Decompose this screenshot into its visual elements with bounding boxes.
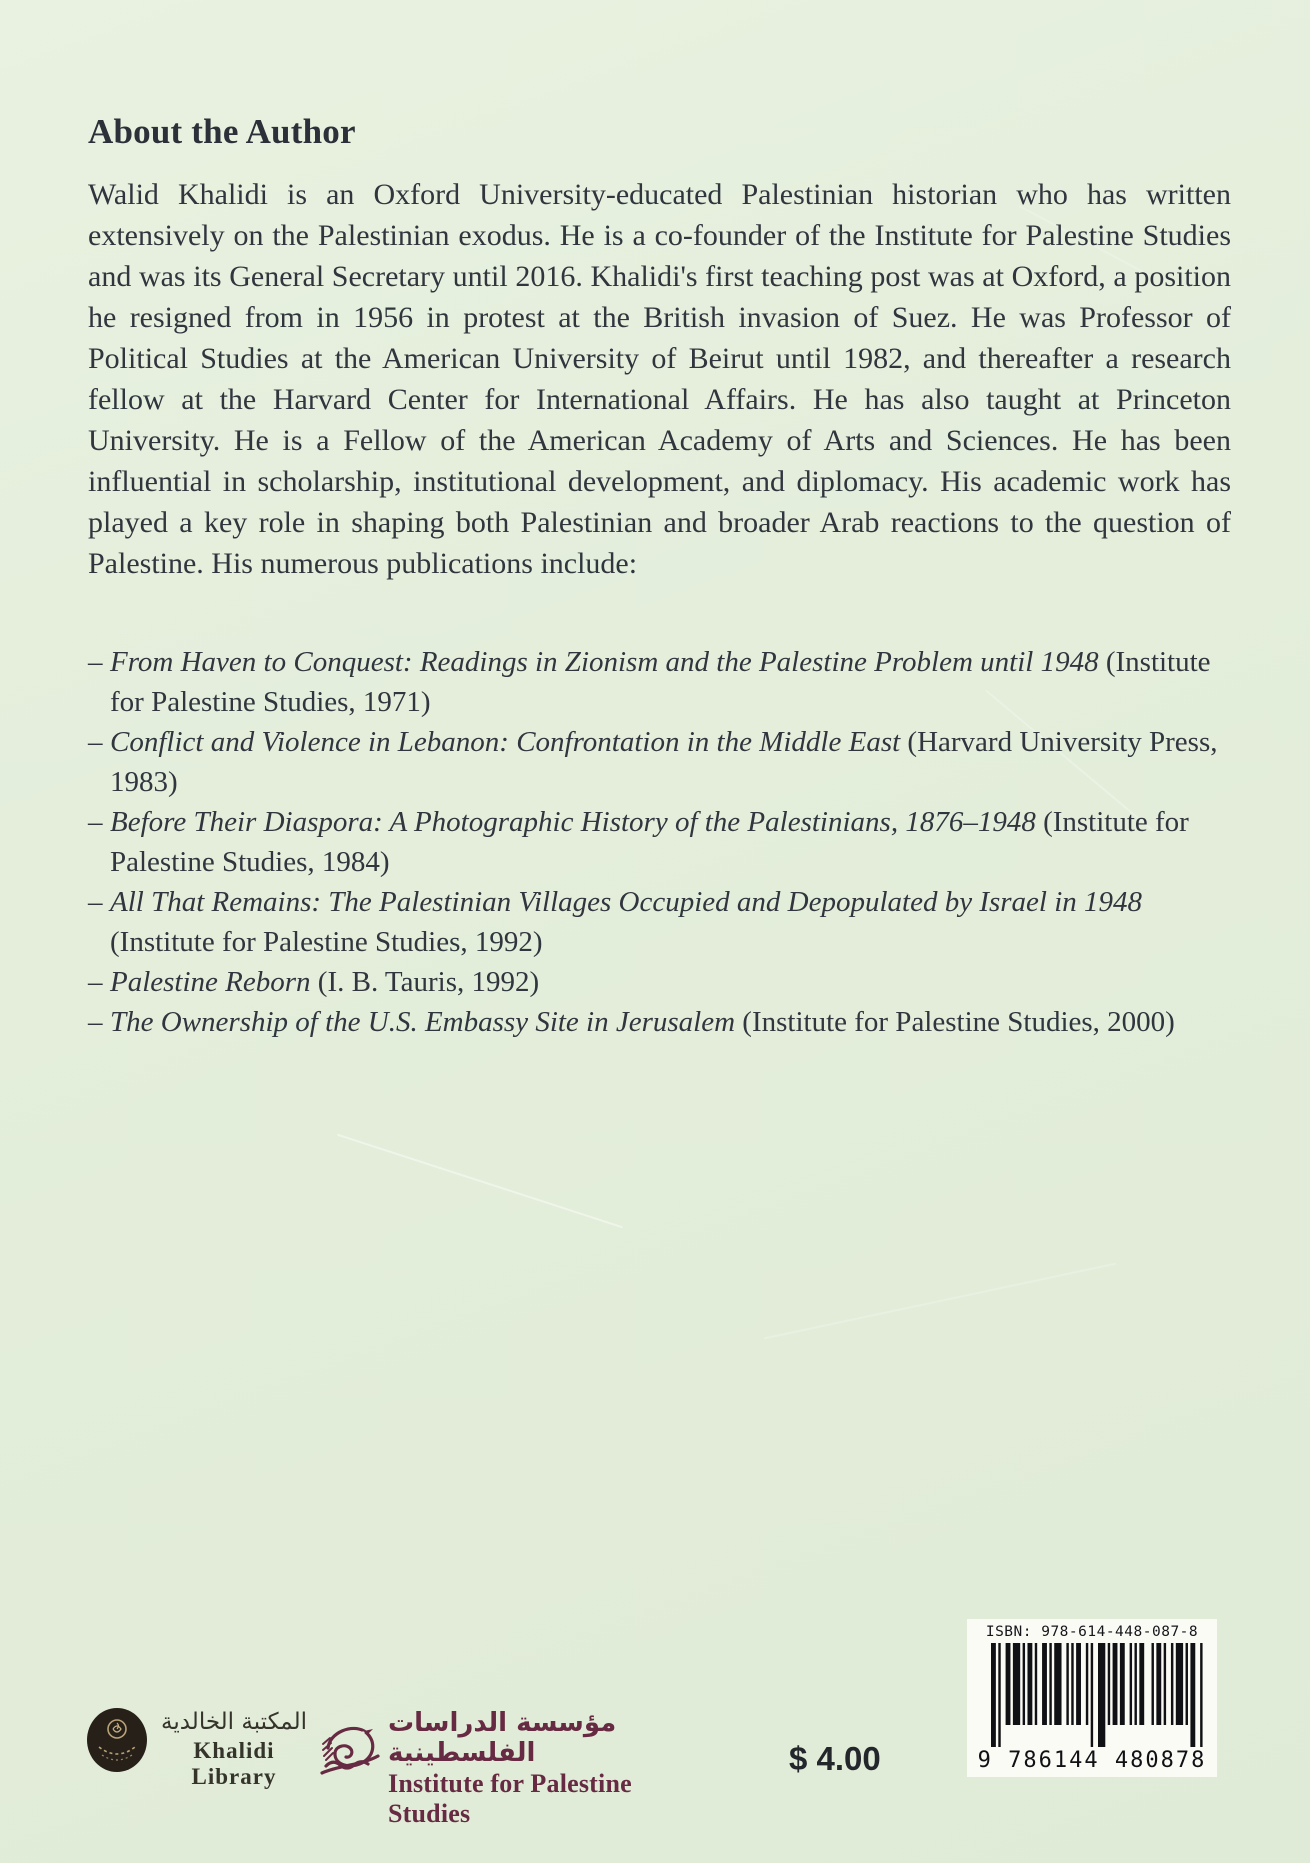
publication-title: The Ownership of the U.S. Embassy Site in Jerusalem [110, 1006, 736, 1038]
khalidi-library-wordmark [159, 1708, 309, 1790]
price-label: $ 4.00 [789, 1740, 881, 1777]
ips-english: Institute for Palestine Studies [388, 1769, 632, 1828]
publication-item [88, 802, 1231, 882]
list-dash: – [88, 1006, 103, 1038]
publication-publisher: (Institute for Palestine Studies, 1984) [110, 806, 1189, 878]
publication-item [88, 722, 1231, 802]
paper-scratch [337, 1134, 623, 1229]
list-dash: – [88, 966, 103, 998]
ips-arabic: مؤسسة الدراسات الفلسطينية [388, 1708, 617, 1768]
barcode-digits: 9 786144 480878 [977, 1748, 1207, 1773]
khalidi-library-arabic: المكتبة الخالدية [161, 1709, 307, 1735]
publication-title: Before Their Diaspora: A Photographic History of the Palestinians, 1876–1948 [110, 806, 1036, 838]
ips-wordmark [388, 1708, 718, 1829]
publication-title: Palestine Reborn [110, 966, 311, 998]
publication-item [88, 642, 1231, 722]
publication-title: All That Remains: The Palestinian Villages Occupied and Depopulated by Israel in 1948 [110, 886, 1143, 918]
barcode-bars [991, 1643, 1205, 1747]
publication-publisher: (I. B. Tauris, 1992) [310, 966, 540, 998]
author-bio-paragraph: Walid Khalidi is an Oxford University-educated Palestinian historian who has written extensively on the Palestinian exodus. He is a co-founder of the Institute for Palestine Studies and was its General Secretary until 2016. Khalidi's first teaching post was at Oxford, a position he resigned from in 1956 in protest at the British invasion of Suez. He was Professor of Political Studies at the American University of Beirut until 1982, and thereafter a research fellow at the Harvard Center for International Affairs. He has also taught at Princeton University. He is a Fellow of the American Academy of Arts and Sciences. He has been influential in scholarship, institutional development, and diplomacy. His academic work has played a key role in shaping both Palestinian and broader Arab reactions to the question of Palestine. His numerous publications include: [88, 178, 1231, 580]
isbn-barcode-block [967, 1619, 1217, 1777]
section-heading: About the Author [88, 112, 356, 151]
paper-scratch [764, 1263, 1117, 1340]
isbn-number-label: ISBN: 978-614-448-087-8 [985, 1624, 1199, 1640]
list-dash: – [88, 726, 103, 758]
publication-publisher: (Institute for Palestine Studies, 1971) [110, 646, 1211, 718]
about-author-section [88, 112, 1231, 1042]
publication-title: From Haven to Conquest: Readings in Zionism and the Palestine Problem until 1948 [110, 646, 1099, 678]
publication-title: Conflict and Violence in Lebanon: Confrontation in the Middle East [110, 726, 901, 758]
publication-publisher: (Institute for Palestine Studies, 1992) [110, 926, 543, 958]
list-dash: – [88, 886, 103, 918]
publication-publisher: (Institute for Palestine Studies, 2000) [735, 1006, 1175, 1038]
khalidi-library-logo [86, 1707, 148, 1773]
list-dash: – [88, 646, 103, 678]
publication-publisher: (Harvard University Press, 1983) [110, 726, 1218, 798]
list-dash: – [88, 806, 103, 838]
publications-list [88, 642, 1231, 1042]
publication-item [88, 962, 1231, 1002]
ips-phoenix-logo [318, 1718, 382, 1778]
khalidi-library-english: Khalidi Library [191, 1738, 277, 1789]
publication-item [88, 1002, 1231, 1042]
publication-item [88, 882, 1231, 962]
barcode-bars-area [991, 1643, 1205, 1747]
